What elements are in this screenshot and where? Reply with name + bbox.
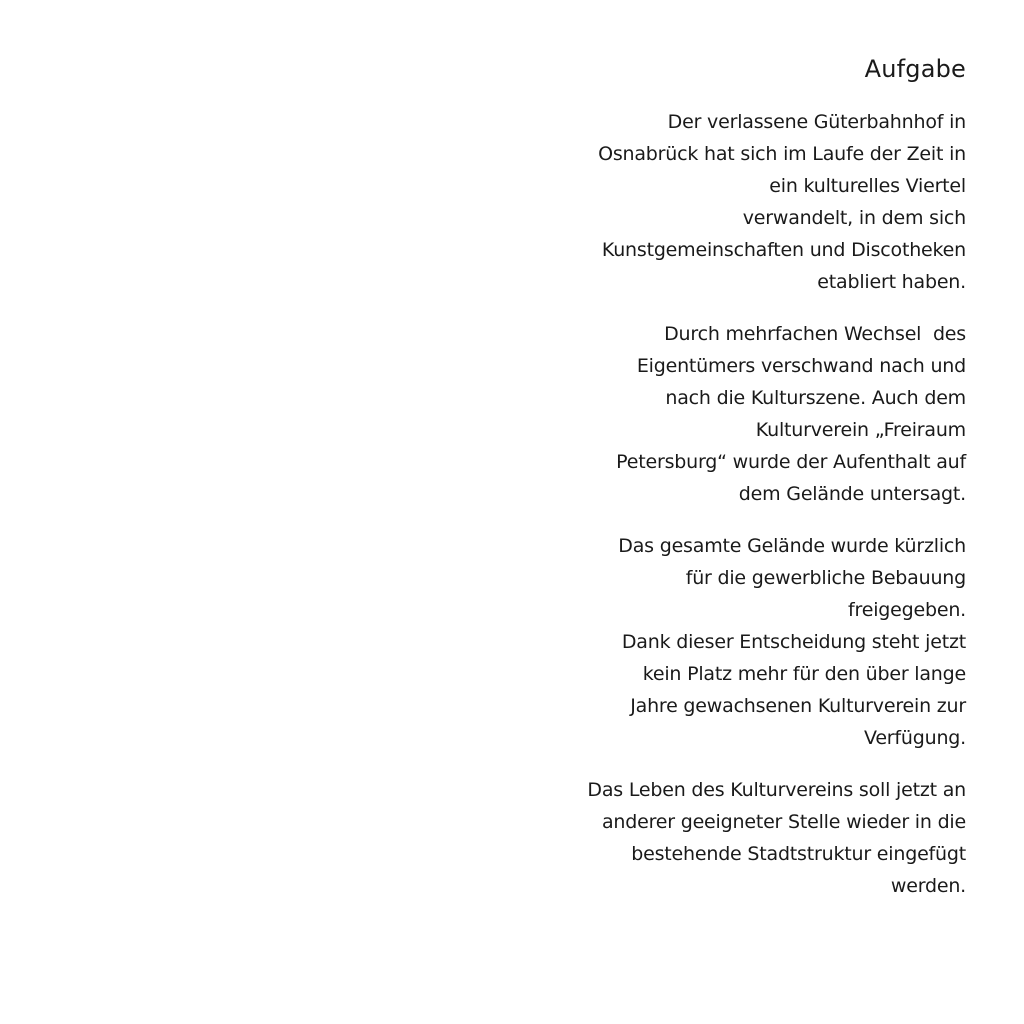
text-line: ein kulturelles Viertel	[769, 175, 966, 197]
paragraph-1	[506, 106, 966, 298]
text-line: Osnabrück hat sich im Laufe der Zeit in	[598, 143, 966, 165]
text-line: Dank dieser Entscheidung steht jetzt	[621, 631, 966, 653]
text-line: Jahre gewachsenen Kulturverein zur	[630, 695, 966, 717]
text-line: anderer geeigneter Stelle wieder in die	[601, 811, 966, 833]
text-line: kein Platz mehr für den über lange	[642, 663, 966, 685]
text-line: Eigentümers verschwand nach und	[636, 355, 966, 377]
text-line: Durch mehrfachen Wechsel des	[664, 323, 966, 345]
text-line: werden.	[890, 875, 966, 897]
text-line: verwandelt, in dem sich	[742, 207, 966, 229]
text-line: Der verlassene Güterbahnhof in	[667, 111, 966, 133]
text-line: Kunstgemeinschaften und Discotheken	[601, 239, 966, 261]
text-line: nach die Kulturszene. Auch dem	[665, 387, 966, 409]
text-line: Verfügung.	[864, 727, 966, 749]
text-line: freigegeben.	[848, 599, 966, 621]
text-line: für die gewerbliche Bebauung	[685, 567, 966, 589]
paragraph-3	[506, 530, 966, 754]
paragraph-2	[506, 318, 966, 510]
text-line: Das gesamte Gelände wurde kürzlich	[618, 535, 966, 557]
page-title: Aufgabe	[864, 55, 966, 83]
text-line: dem Gelände untersagt.	[738, 483, 966, 505]
text-line: Kulturverein „Freiraum	[755, 419, 966, 441]
body-text	[506, 106, 966, 922]
text-line: bestehende Stadtstruktur eingefügt	[631, 843, 966, 865]
text-line: Das Leben des Kulturvereins soll jetzt an	[587, 779, 966, 801]
text-line: etabliert haben.	[817, 271, 966, 293]
paragraph-4	[506, 774, 966, 902]
text-line: Petersburg“ wurde der Aufenthalt auf	[616, 451, 966, 473]
